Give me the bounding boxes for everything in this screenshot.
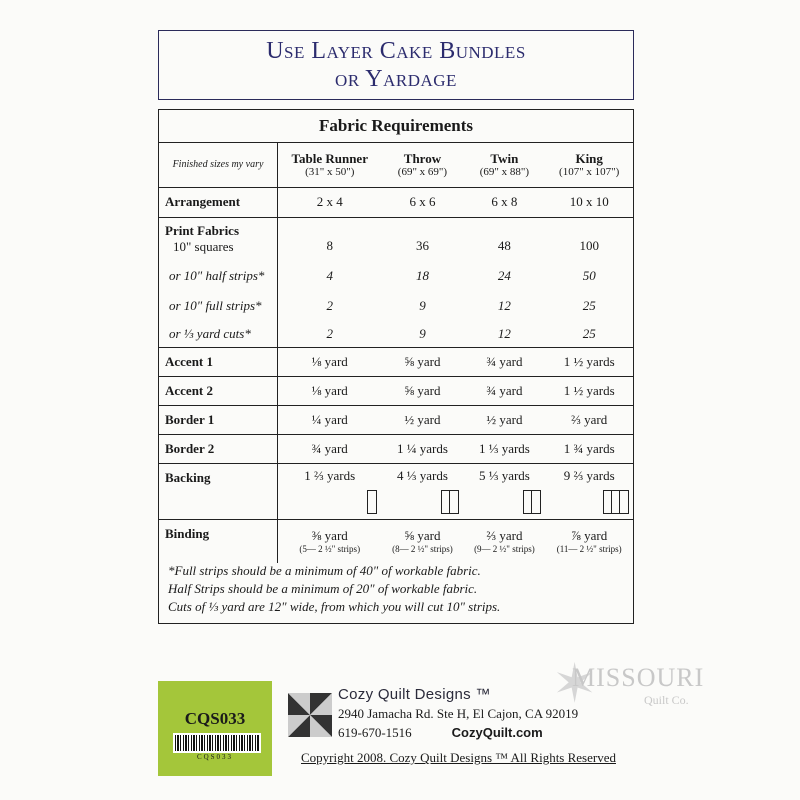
watermark-line-1: MISSOURI bbox=[572, 663, 705, 692]
col-table-runner: Table Runner (31" x 50") bbox=[291, 150, 368, 178]
star-icon: ✶ bbox=[552, 654, 598, 714]
table-row: Backing 1 ⅔ yards 4 ⅓ yards 5 ⅓ yards 9 ⅔ yards bbox=[159, 463, 633, 519]
barcode-number: CQS033 bbox=[196, 753, 234, 761]
watermark-line-2: Quilt Co. bbox=[644, 693, 689, 707]
company-name: Cozy Quilt Designs ™ bbox=[338, 686, 491, 703]
table-row: or ⅓ yard cuts* 2 9 12 25 bbox=[159, 321, 633, 347]
sku-label bbox=[158, 681, 272, 776]
fabric-requirements-heading: Fabric Requirements bbox=[159, 110, 633, 143]
footnotes bbox=[168, 562, 628, 616]
col-twin: Twin (69" x 88") bbox=[479, 150, 530, 178]
title-line-2: or Yardage bbox=[335, 66, 457, 92]
table-row: Accent 1 ⅛ yard ⅝ yard ¾ yard 1 ½ yards bbox=[159, 347, 633, 376]
table-row: Binding ⅜ yard (5— 2 ½" strips) ⅝ yard (8— 2 ½" strips) ⅔ yard (9— 2 ½" strips) ⅞ yard (11— 2 ½" strips) bbox=[159, 519, 633, 563]
sku-code: CQS033 bbox=[184, 709, 246, 728]
company-address: 2940 Jamacha Rd. Ste H, El Cajon, CA 92019 bbox=[338, 706, 579, 721]
table-row: or 10" full strips* 2 9 12 25 bbox=[159, 291, 633, 321]
table-header-row bbox=[159, 143, 633, 187]
backing-panel-2-icon bbox=[441, 490, 459, 514]
company-website: CozyQuilt.com bbox=[451, 725, 543, 740]
backing-panel-1-icon bbox=[367, 490, 377, 514]
backing-panel-3-icon bbox=[603, 490, 629, 514]
title-line-1: Use Layer Cake Bundles bbox=[266, 38, 526, 64]
table-row: Arrangement 2 x 4 6 x 6 6 x 8 10 x 10 bbox=[159, 187, 633, 217]
missouri-quilt-watermark bbox=[548, 655, 738, 720]
col-king: King (107" x 107") bbox=[559, 150, 620, 178]
table-row: Print Fabrics 10" squares 8 36 48 100 bbox=[159, 217, 633, 261]
pinwheel-logo-icon bbox=[288, 693, 332, 737]
backing-panel-2-icon bbox=[523, 490, 541, 514]
footnote-line: Half Strips should be a minimum of 20" of workable fabric. bbox=[168, 581, 478, 596]
table-row: Border 2 ¾ yard 1 ¼ yards 1 ⅓ yards 1 ¾ yards bbox=[159, 434, 633, 463]
barcode-icon bbox=[173, 733, 261, 753]
fabric-requirements-table bbox=[158, 109, 634, 624]
company-phone: 619-670-1516 bbox=[338, 725, 412, 740]
table-row: Border 1 ¼ yard ½ yard ½ yard ⅔ yard bbox=[159, 405, 633, 434]
copyright-notice: Copyright 2008. Cozy Quilt Designs ™ All Rights Reserved bbox=[301, 750, 616, 765]
title-box bbox=[158, 30, 634, 100]
table-row: Accent 2 ⅛ yard ⅝ yard ¾ yard 1 ½ yards bbox=[159, 376, 633, 405]
finished-size-note: Finished sizes my vary bbox=[159, 143, 278, 187]
footnote-line: *Full strips should be a minimum of 40" of workable fabric. bbox=[168, 563, 481, 578]
table-row: or 10" half strips* 4 18 24 50 bbox=[159, 261, 633, 291]
col-throw: Throw (69" x 69") bbox=[397, 150, 448, 178]
footnote-line: Cuts of ⅓ yard are 12" wide, from which you will cut 10" strips. bbox=[168, 599, 501, 614]
